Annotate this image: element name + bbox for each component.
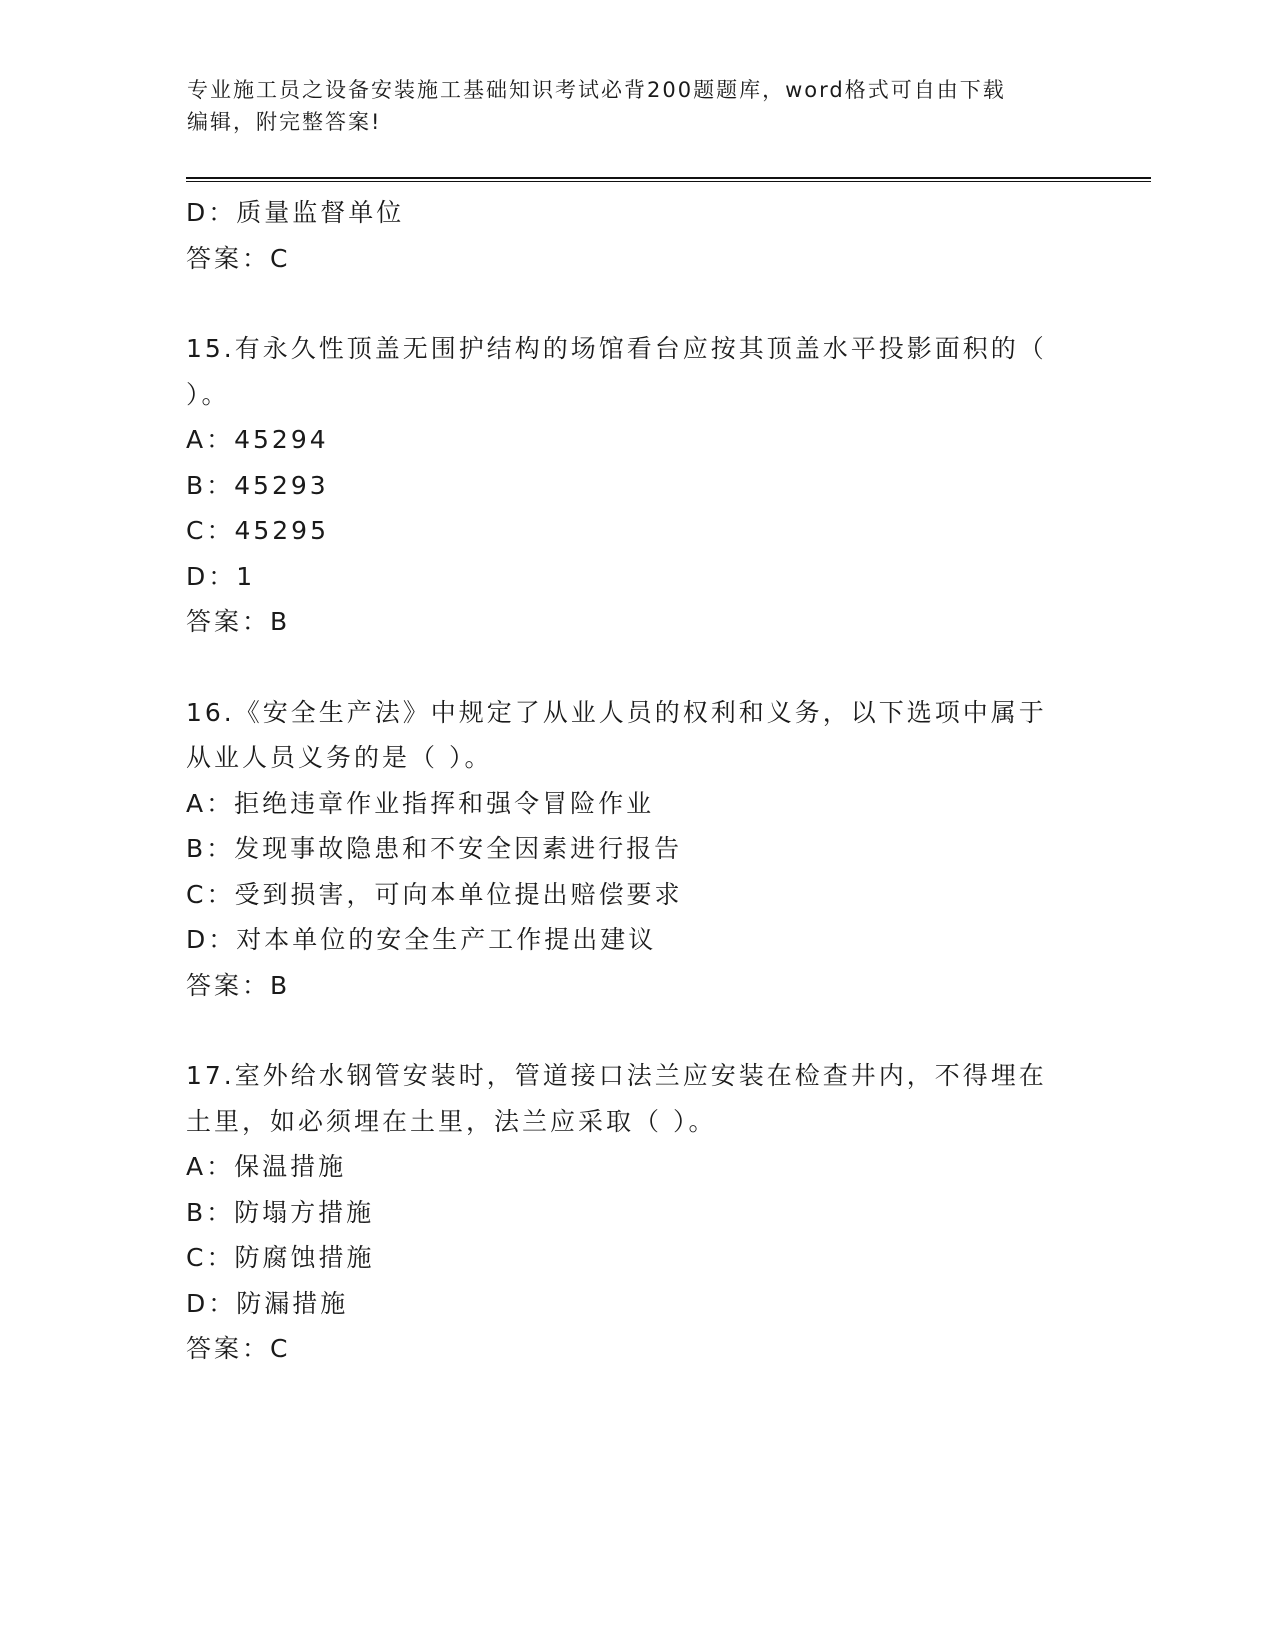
option-b: B：发现事故隐患和不安全因素进行报告 bbox=[186, 834, 683, 863]
question-15 bbox=[186, 326, 1106, 645]
spacer bbox=[186, 1008, 1106, 1053]
option-d: D：质量监督单位 bbox=[186, 198, 405, 227]
question-stem: 16.《安全生产法》中规定了从业人员的权利和义务，以下选项中属于 bbox=[186, 697, 1047, 727]
option-d: D：防漏措施 bbox=[186, 1288, 349, 1318]
question-stem-continued: 从业人员义务的是（ ）。 bbox=[186, 743, 493, 772]
option-c: C：45295 bbox=[186, 516, 329, 545]
answer-line: 答案：B bbox=[186, 607, 291, 636]
answer-line: 答案：C bbox=[186, 243, 291, 273]
header-divider bbox=[186, 177, 1151, 182]
option-c: C：受到损害，可向本单位提出赔偿要求 bbox=[186, 879, 683, 909]
option-b: B：45293 bbox=[186, 470, 329, 500]
answer-line: 答案：C bbox=[186, 1334, 291, 1363]
option-a: A：45294 bbox=[186, 425, 329, 454]
option-d: D：对本单位的安全生产工作提出建议 bbox=[186, 925, 657, 954]
question-stem: 15.有永久性顶盖无围护结构的场馆看台应按其顶盖水平投影面积的（ bbox=[186, 334, 1047, 363]
option-b: B：防塌方措施 bbox=[186, 1197, 375, 1227]
answer-line: 答案：B bbox=[186, 970, 291, 1000]
question-stem-continued: ）。 bbox=[186, 379, 230, 409]
page-header bbox=[187, 74, 1087, 138]
question-14-tail bbox=[186, 190, 1106, 281]
header-line-1: 专业施工员之设备安装施工基础知识考试必背200题题库，word格式可自由下载 bbox=[187, 78, 1006, 102]
header-line-2: 编辑，附完整答案! bbox=[187, 110, 382, 134]
question-16 bbox=[186, 690, 1106, 1009]
spacer bbox=[186, 281, 1106, 326]
option-d: D：1 bbox=[186, 561, 256, 591]
question-17 bbox=[186, 1053, 1106, 1372]
option-c: C：防腐蚀措施 bbox=[186, 1243, 375, 1272]
option-a: A：拒绝违章作业指挥和强令冒险作业 bbox=[186, 788, 655, 818]
question-stem: 17.室外给水钢管安装时，管道接口法兰应安装在检查井内，不得埋在 bbox=[186, 1061, 1047, 1090]
document-body bbox=[186, 190, 1106, 1372]
spacer bbox=[186, 645, 1106, 690]
option-a: A：保温措施 bbox=[186, 1152, 347, 1181]
question-stem-continued: 土里，如必须埋在土里，法兰应采取（ ）。 bbox=[186, 1106, 717, 1136]
